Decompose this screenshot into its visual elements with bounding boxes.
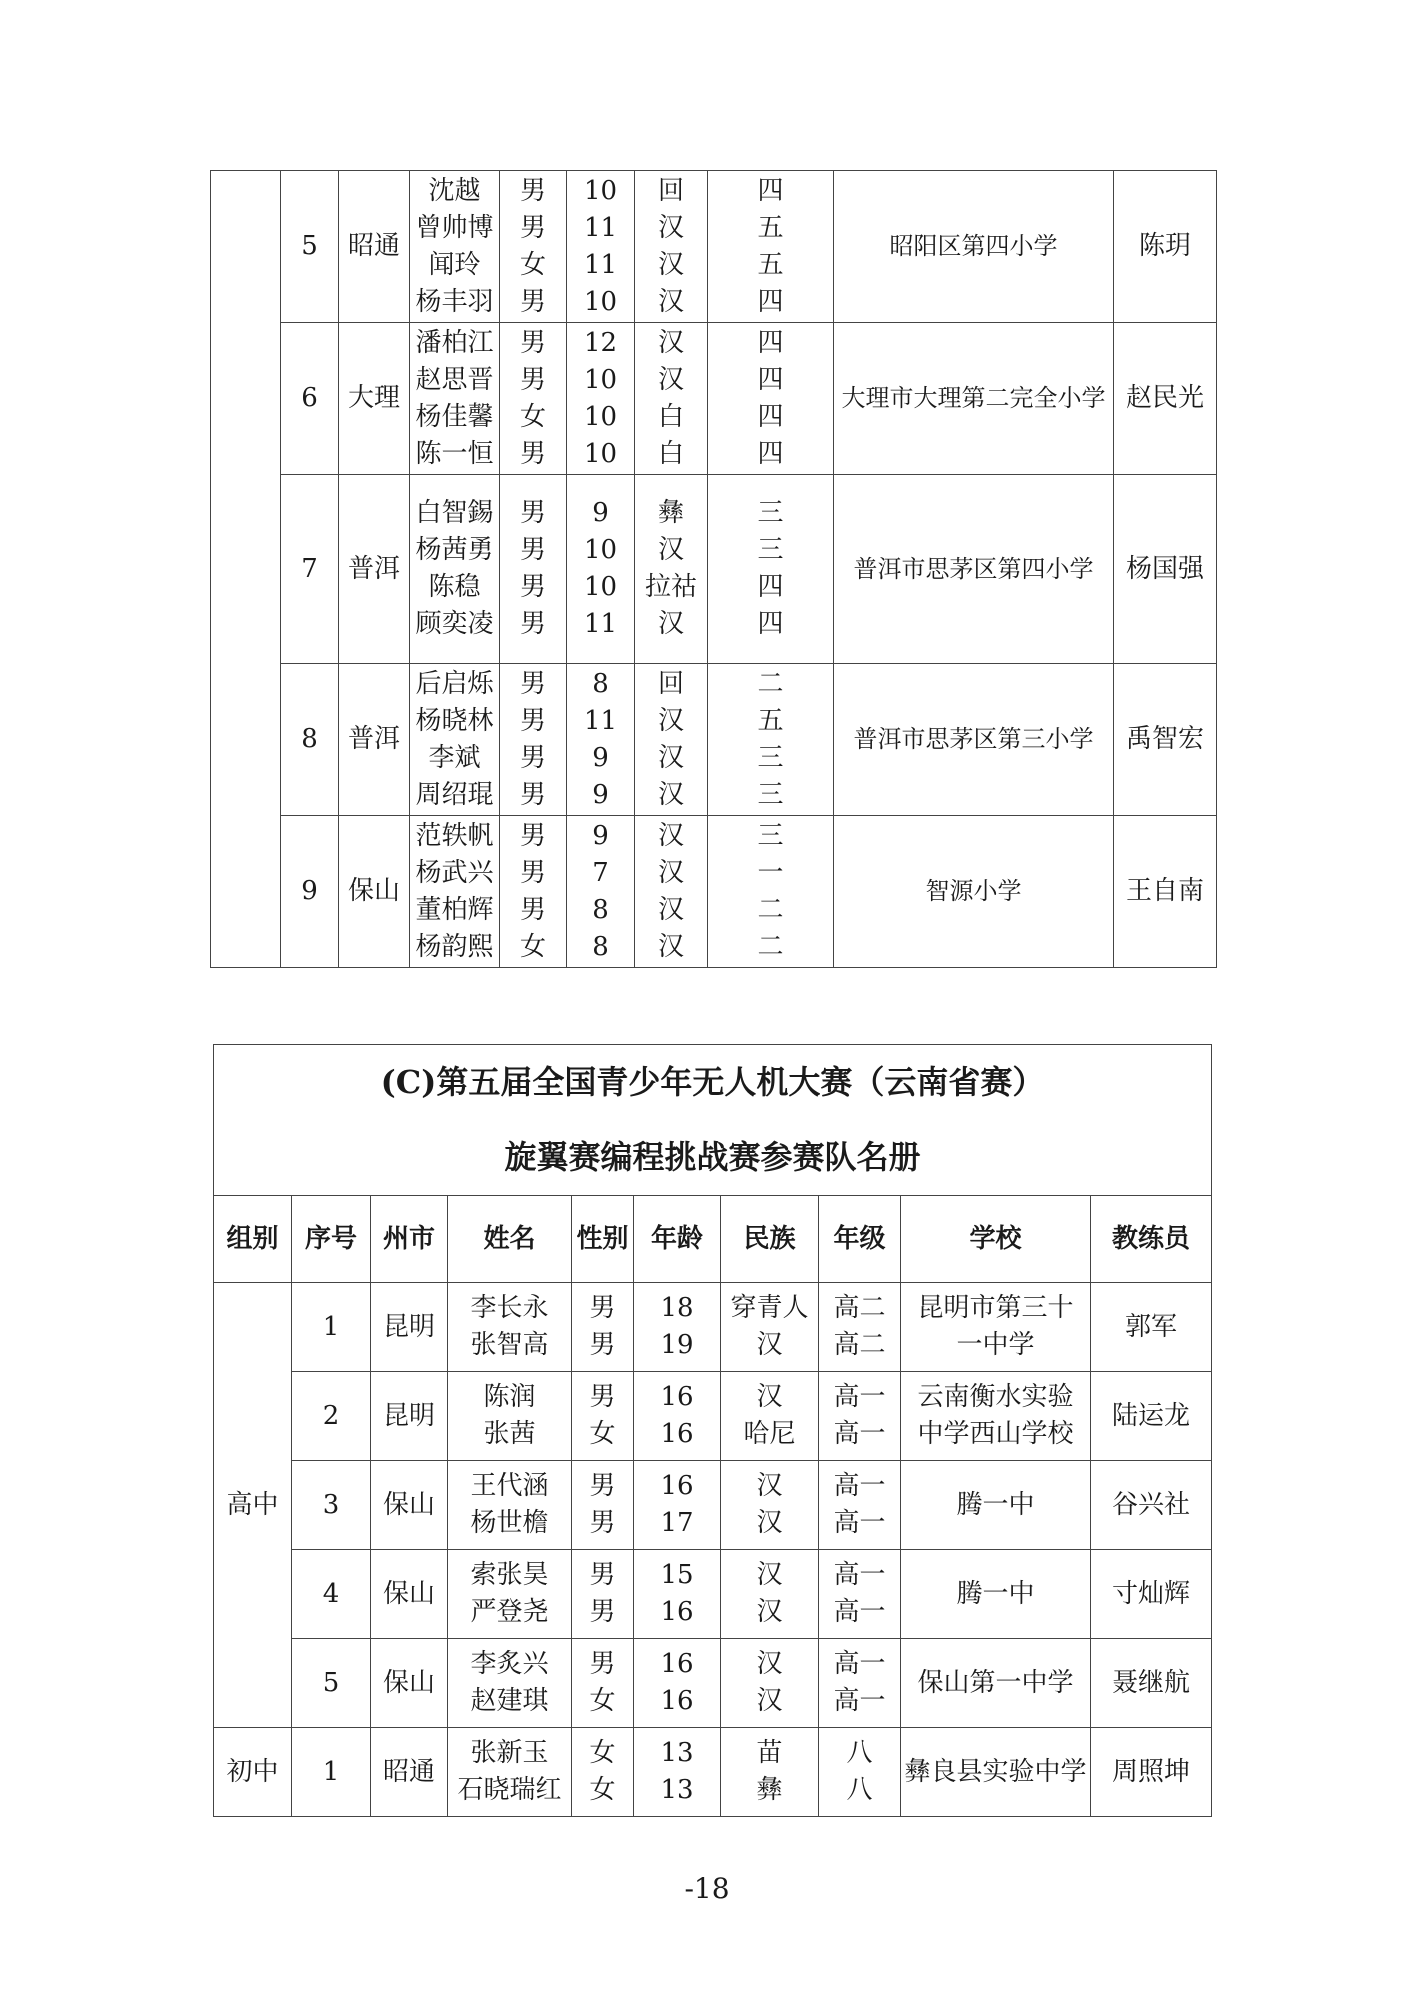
member-names: 陈润 张茜 bbox=[448, 1372, 572, 1461]
ethnicities: 汉 哈尼 bbox=[721, 1372, 819, 1461]
table-row bbox=[214, 1461, 1212, 1550]
school: 腾一中 bbox=[901, 1461, 1091, 1550]
genders: 女 女 bbox=[572, 1728, 634, 1817]
column-header: 组别 bbox=[214, 1196, 292, 1283]
team-number: 3 bbox=[292, 1461, 371, 1550]
ages: 16 16 bbox=[634, 1639, 721, 1728]
grades: 高一 高一 bbox=[819, 1550, 901, 1639]
member-names: 沈越 曾帅博 闻玲 杨丰羽 bbox=[410, 171, 500, 323]
ages: 18 19 bbox=[634, 1283, 721, 1372]
column-header: 教练员 bbox=[1091, 1196, 1212, 1283]
city: 大理 bbox=[339, 323, 410, 475]
ages: 16 17 bbox=[634, 1461, 721, 1550]
ages: 13 13 bbox=[634, 1728, 721, 1817]
city: 普洱 bbox=[339, 664, 410, 816]
ages: 9 10 10 11 bbox=[567, 475, 635, 664]
column-header: 州市 bbox=[371, 1196, 448, 1283]
coach: 陈玥 bbox=[1114, 171, 1217, 323]
ethnicities: 汉 汉 白 白 bbox=[635, 323, 708, 475]
table-row bbox=[211, 816, 1217, 968]
genders: 男 男 男 男 bbox=[500, 664, 567, 816]
member-names: 潘柏江 赵思晋 杨佳馨 陈一恒 bbox=[410, 323, 500, 475]
rotor-programming-roster-table bbox=[213, 1044, 1212, 1817]
ethnicities: 汉 汉 汉 汉 bbox=[635, 816, 708, 968]
ethnicities: 回 汉 汉 汉 bbox=[635, 171, 708, 323]
grades: 高二 高二 bbox=[819, 1283, 901, 1372]
table-row bbox=[214, 1283, 1212, 1372]
column-header: 序号 bbox=[292, 1196, 371, 1283]
genders: 男 男 男 男 bbox=[500, 475, 567, 664]
table-row bbox=[211, 475, 1217, 664]
genders: 男 男 bbox=[572, 1461, 634, 1550]
ethnicities: 汉 汉 bbox=[721, 1461, 819, 1550]
team-number: 8 bbox=[281, 664, 339, 816]
city: 昆明 bbox=[371, 1283, 448, 1372]
school: 彝良县实验中学 bbox=[901, 1728, 1091, 1817]
table-row bbox=[211, 664, 1217, 816]
ages: 12 10 10 10 bbox=[567, 323, 635, 475]
school: 腾一中 bbox=[901, 1550, 1091, 1639]
ages: 15 16 bbox=[634, 1550, 721, 1639]
member-names: 范轶帆 杨武兴 董柏辉 杨韵熙 bbox=[410, 816, 500, 968]
city: 保山 bbox=[371, 1550, 448, 1639]
school: 昆明市第三十 一中学 bbox=[901, 1283, 1091, 1372]
ethnicities: 汉 汉 bbox=[721, 1639, 819, 1728]
city: 保山 bbox=[371, 1639, 448, 1728]
column-header: 民族 bbox=[721, 1196, 819, 1283]
team-number: 5 bbox=[292, 1639, 371, 1728]
team-roster-table-continued bbox=[210, 170, 1217, 968]
member-names: 王代涵 杨世檐 bbox=[448, 1461, 572, 1550]
member-names: 后启烁 杨晓林 李斌 周绍琨 bbox=[410, 664, 500, 816]
column-header: 学校 bbox=[901, 1196, 1091, 1283]
coach: 杨国强 bbox=[1114, 475, 1217, 664]
team-number: 5 bbox=[281, 171, 339, 323]
coach: 郭军 bbox=[1091, 1283, 1212, 1372]
grades: 四 四 四 四 bbox=[708, 323, 834, 475]
table-row bbox=[211, 323, 1217, 475]
grades: 八 八 bbox=[819, 1728, 901, 1817]
ethnicities: 回 汉 汉 汉 bbox=[635, 664, 708, 816]
school: 普洱市思茅区第四小学 bbox=[834, 475, 1114, 664]
group-name: 初中 bbox=[214, 1728, 292, 1817]
grades: 四 五 五 四 bbox=[708, 171, 834, 323]
school: 智源小学 bbox=[834, 816, 1114, 968]
coach: 王自南 bbox=[1114, 816, 1217, 968]
member-names: 张新玉 石晓瑞红 bbox=[448, 1728, 572, 1817]
grades: 高一 高一 bbox=[819, 1639, 901, 1728]
genders: 男 女 bbox=[572, 1639, 634, 1728]
team-number: 1 bbox=[292, 1728, 371, 1817]
ages: 9 7 8 8 bbox=[567, 816, 635, 968]
ethnicities: 汉 汉 bbox=[721, 1550, 819, 1639]
city: 昆明 bbox=[371, 1372, 448, 1461]
coach: 禹智宏 bbox=[1114, 664, 1217, 816]
column-header: 性别 bbox=[572, 1196, 634, 1283]
coach: 聂继航 bbox=[1091, 1639, 1212, 1728]
member-names: 白智錫 杨茜勇 陈稳 顾奕凌 bbox=[410, 475, 500, 664]
table-row bbox=[214, 1372, 1212, 1461]
city: 普洱 bbox=[339, 475, 410, 664]
page-number: -18 bbox=[684, 1872, 730, 1905]
group-cell bbox=[211, 171, 281, 968]
team-number: 6 bbox=[281, 323, 339, 475]
team-number: 4 bbox=[292, 1550, 371, 1639]
group-name: 高中 bbox=[214, 1283, 292, 1728]
coach: 赵民光 bbox=[1114, 323, 1217, 475]
city: 昭通 bbox=[371, 1728, 448, 1817]
member-names: 李炙兴 赵建琪 bbox=[448, 1639, 572, 1728]
table-row bbox=[214, 1639, 1212, 1728]
table-row bbox=[214, 1550, 1212, 1639]
table-title-line1: (C)第五届全国青少年无人机大赛（云南省赛） bbox=[214, 1045, 1212, 1121]
grades: 三 三 四 四 bbox=[708, 475, 834, 664]
team-number: 9 bbox=[281, 816, 339, 968]
grades: 二 五 三 三 bbox=[708, 664, 834, 816]
table-title-line2: 旋翼赛编程挑战赛参赛队名册 bbox=[214, 1120, 1212, 1196]
city: 保山 bbox=[371, 1461, 448, 1550]
school: 云南衡水实验 中学西山学校 bbox=[901, 1372, 1091, 1461]
team-number: 1 bbox=[292, 1283, 371, 1372]
school: 保山第一中学 bbox=[901, 1639, 1091, 1728]
column-header: 年级 bbox=[819, 1196, 901, 1283]
genders: 男 男 女 男 bbox=[500, 171, 567, 323]
city: 昭通 bbox=[339, 171, 410, 323]
header-row bbox=[214, 1196, 1212, 1283]
member-names: 索张昊 严登尧 bbox=[448, 1550, 572, 1639]
grades: 高一 高一 bbox=[819, 1372, 901, 1461]
team-number: 2 bbox=[292, 1372, 371, 1461]
coach: 周照坤 bbox=[1091, 1728, 1212, 1817]
table-row bbox=[214, 1728, 1212, 1817]
ages: 10 11 11 10 bbox=[567, 171, 635, 323]
grades: 高一 高一 bbox=[819, 1461, 901, 1550]
table-row bbox=[211, 171, 1217, 323]
genders: 男 男 女 男 bbox=[500, 323, 567, 475]
ethnicities: 苗 彝 bbox=[721, 1728, 819, 1817]
grades: 三 一 二 二 bbox=[708, 816, 834, 968]
coach: 寸灿辉 bbox=[1091, 1550, 1212, 1639]
ethnicities: 穿青人 汉 bbox=[721, 1283, 819, 1372]
genders: 男 男 男 女 bbox=[500, 816, 567, 968]
school: 昭阳区第四小学 bbox=[834, 171, 1114, 323]
ages: 8 11 9 9 bbox=[567, 664, 635, 816]
member-names: 李长永 张智高 bbox=[448, 1283, 572, 1372]
school: 大理市大理第二完全小学 bbox=[834, 323, 1114, 475]
coach: 陆运龙 bbox=[1091, 1372, 1212, 1461]
column-header: 姓名 bbox=[448, 1196, 572, 1283]
ages: 16 16 bbox=[634, 1372, 721, 1461]
ethnicities: 彝 汉 拉祜 汉 bbox=[635, 475, 708, 664]
city: 保山 bbox=[339, 816, 410, 968]
team-number: 7 bbox=[281, 475, 339, 664]
genders: 男 女 bbox=[572, 1372, 634, 1461]
genders: 男 男 bbox=[572, 1283, 634, 1372]
school: 普洱市思茅区第三小学 bbox=[834, 664, 1114, 816]
genders: 男 男 bbox=[572, 1550, 634, 1639]
coach: 谷兴社 bbox=[1091, 1461, 1212, 1550]
column-header: 年龄 bbox=[634, 1196, 721, 1283]
